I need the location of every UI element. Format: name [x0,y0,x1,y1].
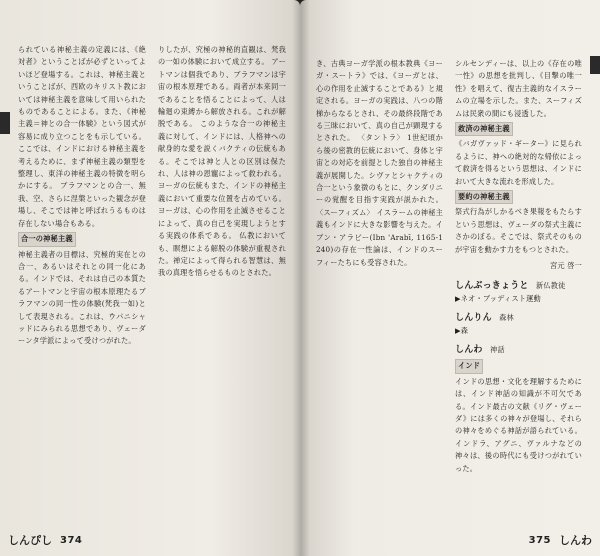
paragraph: 神秘主義者の目標は、究極的実在との合一、あるいはそれとの同一化にある。インドでは、それは自己の本質たるアートマンと宇宙の根本原理たるブラフマンの同一性の体験(梵我一如)として表現される。これは、ウパニシャッドにみられる思想であり、ヴェーダーンタ学派によって受けつがれた。 [18,249,146,346]
section-heading: 救済の神秘主義 [455,122,513,136]
paragraph: 祭式行為がしかるべき果報をもたらすという思想は、ヴェーダの祭式主義にさかのぼる。そこでは、祭式そのものが宇宙を動かす力をもつとされた。 [455,207,582,254]
entry-title: しんわ [455,345,483,356]
right-page-columns [316,58,582,528]
paragraph: ブラフマンとの合一、無我、空、さらに涅槃といった観念が登場し、そこでは神と呼ばれうるものは存在しない場合もある。 [18,181,146,228]
paragraph: りしたが、究極の神秘的直観は、梵我の一如の体験において成立する。 [158,45,286,67]
dictionary-entry [455,279,582,293]
paragraph: アートマンは個我であり、ブラフマンは宇宙の根本原理である。両者が本来同一であることを悟ることによって、人は輪廻の束縛から解放される。これが解脱である。 [158,57,286,129]
paragraph: 〈タントラ〉 1世紀頃から後の密教的伝統において、身体と宇宙との対応を前提とした独自の神秘主義が展開した。シヴァとシャクティの合一という象徴のもとに、クンダリニーの覚醒を目指す実践が説かれた。 [316,133,443,205]
cross-reference: ▶森 [455,325,469,335]
entry-kanji: 神話 [489,345,505,355]
author-signature: 宮元 啓一 [549,261,582,271]
paragraph: このような合一の神秘主義に対して、インドには、人格神への献身的な愛を説くバクティの伝統もある。そこでは神と人との区別は保たれ、人は神の恩寵によって救われる。 [158,119,286,179]
paragraph: シルセンディーは、以上の《存在の唯一性》の思想を批判し、《目撃の唯一性》を唱えて、復古主義的なイスラームの立場を示した。また、スーフィズムは民衆の間にも浸透した。 [455,59,582,118]
section-heading: インド [455,359,483,373]
right-column-1 [316,58,443,528]
section-heading: 合一の神秘主義 [18,232,76,246]
running-keyword: しんわ [559,534,592,547]
page-number: 374 [60,534,83,546]
paragraph: インドの思想・文化を理解するためには、インド神話の知識が不可欠である。インド最古の文献《リグ・ヴェーダ》には多くの神々が登場し、それらの神々をめぐる神話が語られている。インドラ、アグニ、ヴァルナなどの神々は、後の時代にも受けつがれていった。 [455,376,582,473]
running-keyword: しんぴし [8,534,52,547]
section-heading: 要約の神秘主義 [455,190,513,204]
entry-title: しんぶっきょうと [455,280,529,291]
thumb-index-tab [590,56,600,74]
entry-title: しんりん [455,312,492,323]
paragraph: ヨーガの伝統もまた、インドの神秘主義において重要な位置を占めている。ヨーガは、心の作用を止滅させることによって、真の自己を実現しようとする実践の体系である。 [158,181,286,241]
dictionary-entry [455,311,582,325]
paragraph: 仏教においても、瞑想による解脱の体験が重視された。禅定によって得られる智慧は、無我の真理を悟らせるものとされた。 [158,231,286,278]
paragraph: 《バガヴァッド・ギーター》に見られるように、神への絶対的な帰依によって救済を得るという思想は、インドにおいて大きな流れを形成した。 [455,139,582,186]
left-column-1 [18,44,146,514]
cross-reference: ▶ネオ・ブッディスト運動 [455,293,541,303]
entry-kanji: 森林 [499,312,514,322]
right-page-footer [529,532,592,548]
dictionary-entry [455,343,582,357]
paragraph: られている神秘主義の定義には、《絶対者》ということばが必ずといってよいほど登場する。これは、神秘主義ということばが、西欧のキリスト教においては神秘主義を意味して用いられたものであることによる。また、《神秘主義＝神との合一体験》という図式が容易に成り立つことをも示している。ここでは、インドにおける神秘主義を考えるために、まず神秘主義の類型を整理し、東洋の神秘主義の特徴を明らかにする。 [18,45,146,191]
thumb-index-tab [0,112,10,134]
entry-kanji: 新仏教徒 [535,280,566,290]
page-number: 375 [528,534,551,546]
left-column-2 [158,44,286,514]
paragraph: 〈スーフィズム〉 イスラームの神秘主義もインドに大きな影響を与えた。イブン・アラビー(Ibn 'Arabī, 1165-1240)の存在一性論は、インドのスーフィーたちにも受容された。 [316,207,443,267]
right-page [300,0,600,556]
left-page-columns [18,44,286,514]
right-column-2 [455,58,582,528]
left-page-footer [8,532,82,548]
paragraph: き、古典ヨーガ学派の根本教典《ヨーガ・スートラ》では、《ヨーガとは、心の作用を止滅することである》と規定される。ヨーガの実践は、八つの階梯からなるとされ、その最終段階である三昧において、真の自己が顕現するとされた。 [316,59,443,143]
